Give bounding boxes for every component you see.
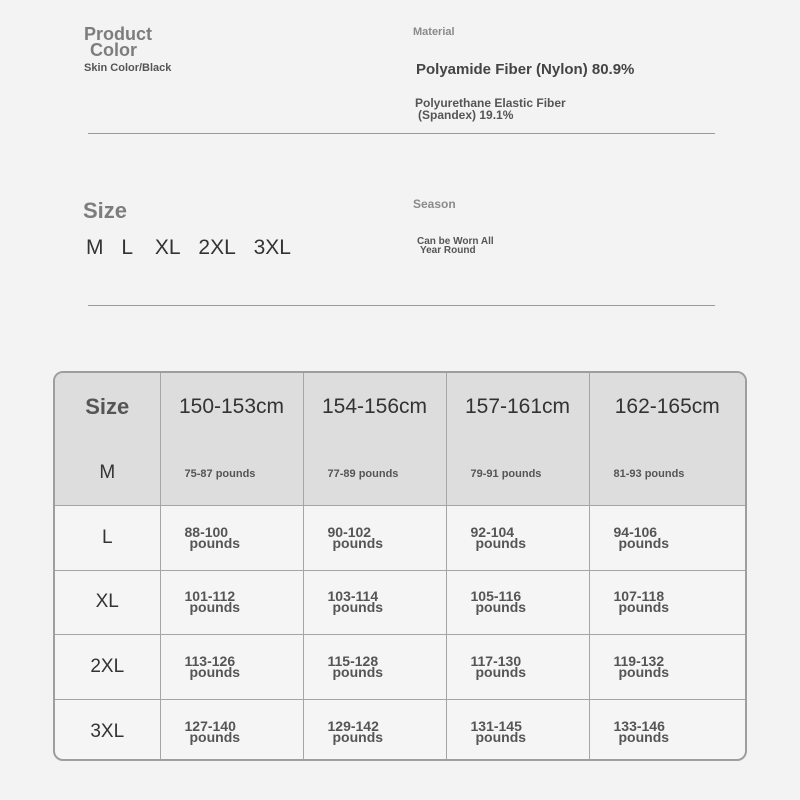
weight-unit: pounds xyxy=(332,534,384,551)
table-row xyxy=(55,635,745,700)
table-row xyxy=(55,506,745,571)
weight-unit: pounds xyxy=(475,534,527,551)
size-value-xl: XL xyxy=(154,236,181,259)
weight-range: 133-146 xyxy=(613,717,665,734)
row-size-l: L xyxy=(55,506,160,571)
weight-cell xyxy=(160,635,303,700)
weight-range: 119-132 xyxy=(613,652,665,669)
weight-range: 107-118 xyxy=(613,588,665,605)
weight-cell xyxy=(446,635,589,700)
weight-range: 75-87 pounds xyxy=(184,468,256,480)
row-size-3xl: 3XL xyxy=(55,699,160,761)
header-height-1: 150-153cm xyxy=(160,373,303,441)
size-value-l: L xyxy=(121,236,134,259)
size-label: Size xyxy=(83,198,128,223)
weight-cell xyxy=(303,635,446,700)
weight-range: 79-91 pounds xyxy=(470,468,542,480)
table-header-row xyxy=(55,373,745,441)
weight-cell xyxy=(589,506,745,571)
product-color-value: Skin Color/Black xyxy=(84,62,172,74)
size-values xyxy=(86,236,291,260)
weight-unit: pounds xyxy=(189,663,241,680)
weight-unit: pounds xyxy=(618,728,670,745)
season-line1: Can be Worn All xyxy=(417,236,494,247)
weight-range: 127-140 xyxy=(184,717,236,734)
size-value-3xl: 3XL xyxy=(253,236,291,259)
weight-range: 77-89 pounds xyxy=(327,468,399,480)
weight-cell xyxy=(446,441,589,506)
weight-cell xyxy=(160,699,303,761)
weight-unit: pounds xyxy=(332,728,384,745)
weight-range: 113-126 xyxy=(184,652,236,669)
weight-range: 105-116 xyxy=(470,588,522,605)
weight-unit: pounds xyxy=(618,663,670,680)
weight-cell xyxy=(303,699,446,761)
weight-cell xyxy=(446,699,589,761)
season-value xyxy=(417,237,494,255)
size-value-m: M xyxy=(86,236,104,259)
weight-unit: pounds xyxy=(189,599,241,616)
weight-cell xyxy=(303,441,446,506)
weight-unit: pounds xyxy=(618,534,670,551)
row-size-2xl: 2XL xyxy=(55,635,160,700)
row-size-xl: XL xyxy=(55,570,160,635)
row-size-m: M xyxy=(55,441,160,506)
weight-cell xyxy=(589,699,745,761)
table-row xyxy=(55,699,745,761)
weight-range: 90-102 xyxy=(327,523,372,540)
product-label-line1: Product xyxy=(84,24,153,44)
material-label: Material xyxy=(413,26,455,38)
weight-range: 115-128 xyxy=(327,652,379,669)
table-row xyxy=(55,570,745,635)
weight-range: 88-100 xyxy=(184,523,229,540)
header-size: Size xyxy=(55,373,160,441)
product-color-label xyxy=(84,26,152,58)
weight-cell xyxy=(589,441,745,506)
material-line1: Polyamide Fiber (Nylon) 80.9% xyxy=(416,61,635,78)
weight-unit: pounds xyxy=(189,534,241,551)
weight-cell xyxy=(160,506,303,571)
material-line2a: Polyurethane Elastic Fiber xyxy=(415,96,566,110)
weight-unit: pounds xyxy=(475,728,527,745)
header-height-3: 157-161cm xyxy=(446,373,589,441)
weight-cell xyxy=(303,570,446,635)
table-row xyxy=(55,441,745,506)
weight-unit: pounds xyxy=(475,663,527,680)
divider-top xyxy=(88,133,715,134)
season-label: Season xyxy=(413,197,456,211)
material-line2 xyxy=(415,97,566,121)
weight-cell xyxy=(446,506,589,571)
weight-cell xyxy=(160,570,303,635)
weight-unit: pounds xyxy=(189,728,241,745)
weight-unit: pounds xyxy=(475,599,527,616)
weight-cell xyxy=(160,441,303,506)
weight-range: 131-145 xyxy=(470,717,522,734)
weight-cell xyxy=(303,506,446,571)
weight-unit: pounds xyxy=(332,599,384,616)
weight-range: 103-114 xyxy=(327,588,379,605)
size-value-2xl: 2XL xyxy=(198,236,236,259)
product-label-line2: Color xyxy=(90,40,137,60)
material-line2b: (Spandex) 19.1% xyxy=(418,108,514,122)
header-height-2: 154-156cm xyxy=(303,373,446,441)
weight-range: 81-93 pounds xyxy=(613,468,685,480)
weight-range: 92-104 xyxy=(470,523,515,540)
weight-cell xyxy=(589,635,745,700)
weight-cell xyxy=(446,570,589,635)
size-chart xyxy=(55,373,745,761)
weight-unit: pounds xyxy=(332,663,384,680)
divider-middle xyxy=(88,305,715,306)
weight-range: 101-112 xyxy=(184,588,236,605)
weight-cell xyxy=(589,570,745,635)
weight-unit: pounds xyxy=(618,599,670,616)
header-height-4: 162-165cm xyxy=(589,373,745,441)
weight-range: 129-142 xyxy=(327,717,379,734)
weight-range: 94-106 xyxy=(613,523,658,540)
season-line2: Year Round xyxy=(420,245,476,256)
weight-range: 117-130 xyxy=(470,652,522,669)
size-chart-table xyxy=(53,371,747,761)
